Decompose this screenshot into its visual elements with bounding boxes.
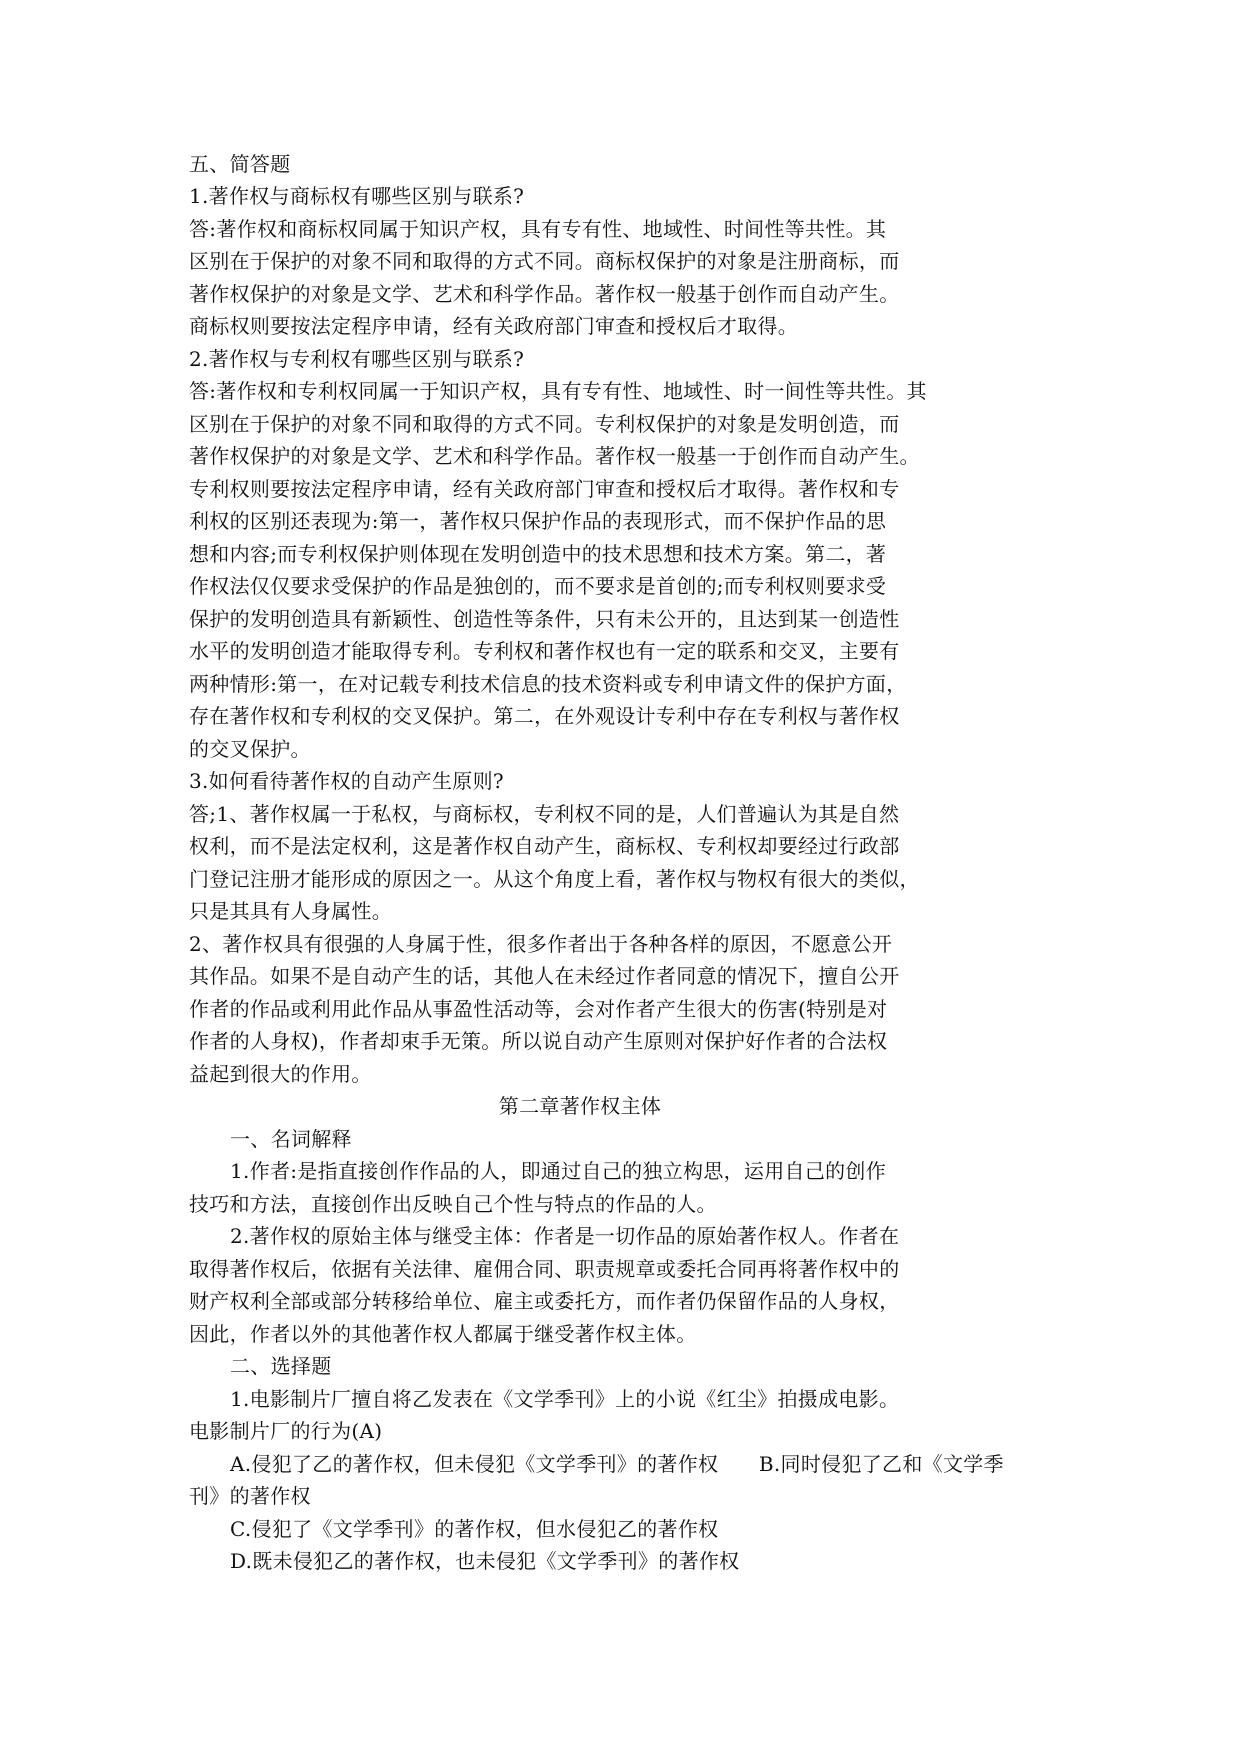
chapter-title: 第二章著作权主体 [498,1094,662,1118]
text-line: 想和内容;而专利权保护则体现在发明创造中的技术思想和技术方案。第二，著 [189,542,887,566]
question-2: 2.著作权与专利权有哪些区别与联系? [189,347,525,371]
text-line: 技巧和方法，直接创作出反映自己个性与特点的作品的人。 [189,1192,717,1216]
text-line: 水平的发明创造才能取得专利。专利权和著作权也有一定的联系和交叉，主要有 [189,639,900,663]
text-line: 区别在于保护的对象不同和取得的方式不同。专利权保护的对象是发明创造，而 [189,412,900,436]
text-line: 财产权利全部或部分转移给单位、雇主或委托方，而作者仍保留作品的人身权， [189,1289,900,1313]
text-line: 作权法仅仅要求受保护的作品是独创的，而不要求是首创的;而专利权则要求受 [189,574,887,598]
text-line: 存在著作权和专利权的交叉保护。第二，在外观设计专利中存在专利权与著作权 [189,704,900,728]
definition-subjects: 2.著作权的原始主体与继受主体：作者是一切作品的原始著作权人。作者在 [230,1224,900,1248]
text-line: 取得著作权后，依据有关法律、雇佣合同、职责规章或委托合同再将著作权中的 [189,1257,900,1281]
text-line: 著作权保护的对象是文学、艺术和科学作品。著作权一般基一于创作而自动产生。 [189,444,920,468]
text-line: 2、著作权具有很强的人身属于性，很多作者出于各种各样的原因，不愿意公开 [189,932,893,956]
option-a-b: A.侵犯了乙的著作权，但未侵犯《文学季刊》的著作权 B.同时侵犯了乙和《文学季 [230,1452,1004,1476]
text-line: 因此，作者以外的其他著作权人都属于继受著作权主体。 [189,1322,697,1346]
text-line: 著作权保护的对象是文学、艺术和科学作品。著作权一般基于创作而自动产生。 [189,282,900,306]
text-line: 专利权则要按法定程序申请，经有关政府部门审查和授权后才取得。著作权和专 [189,477,900,501]
text-line: 益起到很大的作用。 [189,1062,372,1086]
text-line: 作者的作品或利用此作品从事盈性活动等，会对作者产生很大的伤害(特别是对 [189,997,888,1021]
text-line: 只是其具有人身属性。 [189,899,392,923]
text-line: 作者的人身权)，作者却束手无策。所以说自动产生原则对保护好作者的合法权 [189,1029,888,1053]
text-line: 其作品。如果不是自动产生的话，其他人在未经过作者同意的情况下，擅自公开 [189,964,900,988]
text-line: 答;1、著作权属一于私权，与商标权，专利权不同的是，人们普遍认为其是自然 [189,802,900,826]
text-line: 两种情形:第一，在对记载专利技术信息的技术资料或专利申请文件的保护方面， [189,672,907,696]
text-line: 区别在于保护的对象不同和取得的方式不同。商标权保护的对象是注册商标，而 [189,249,900,273]
section-heading: 一、名词解释 [230,1127,352,1151]
choice-question-1: 1.电影制片厂擅自将乙发表在《文学季刊》上的小说《红尘》拍摄成电影。 [230,1387,900,1411]
definition-author: 1.作者:是指直接创作作品的人，即通过自己的独立构思，运用自己的创作 [230,1159,887,1183]
text-line: 商标权则要按法定程序申请，经有关政府部门审查和授权后才取得。 [189,314,798,338]
text-line: 刊》的著作权 [189,1484,311,1508]
text-line: 门登记注册才能形成的原因之一。从这个角度上看，著作权与物权有很大的类似， [189,867,920,891]
text-line: 答:著作权和商标权同属于知识产权，具有专有性、地域性、时间性等共性。其 [189,217,887,241]
question-1: 1.著作权与商标权有哪些区别与联系? [189,184,525,208]
text-line: 权利，而不是法定权利，这是著作权自动产生，商标权、专利权却要经过行政部 [189,834,900,858]
text-line: 答:著作权和专利权同属一于知识产权，具有专有性、地域性、时一间性等共性。其 [189,379,927,403]
text-line: 电影制片厂的行为(A) [189,1419,383,1443]
section-heading: 二、选择题 [230,1354,332,1378]
text-line: 保护的发明创造具有新颖性、创造性等条件，只有未公开的，且达到某一创造性 [189,607,900,631]
section-heading: 五、简答题 [189,152,291,176]
question-3: 3.如何看待著作权的自动产生原则? [189,769,504,793]
text-line: 利权的区别还表现为:第一，著作权只保护作品的表现形式，而不保护作品的思 [189,509,887,533]
option-c: C.侵犯了《文学季刊》的著作权，但水侵犯乙的著作权 [230,1517,719,1541]
text-line: 的交叉保护。 [189,737,311,761]
option-d: D.既未侵犯乙的著作权，也未侵犯《文学季刊》的著作权 [230,1549,740,1573]
